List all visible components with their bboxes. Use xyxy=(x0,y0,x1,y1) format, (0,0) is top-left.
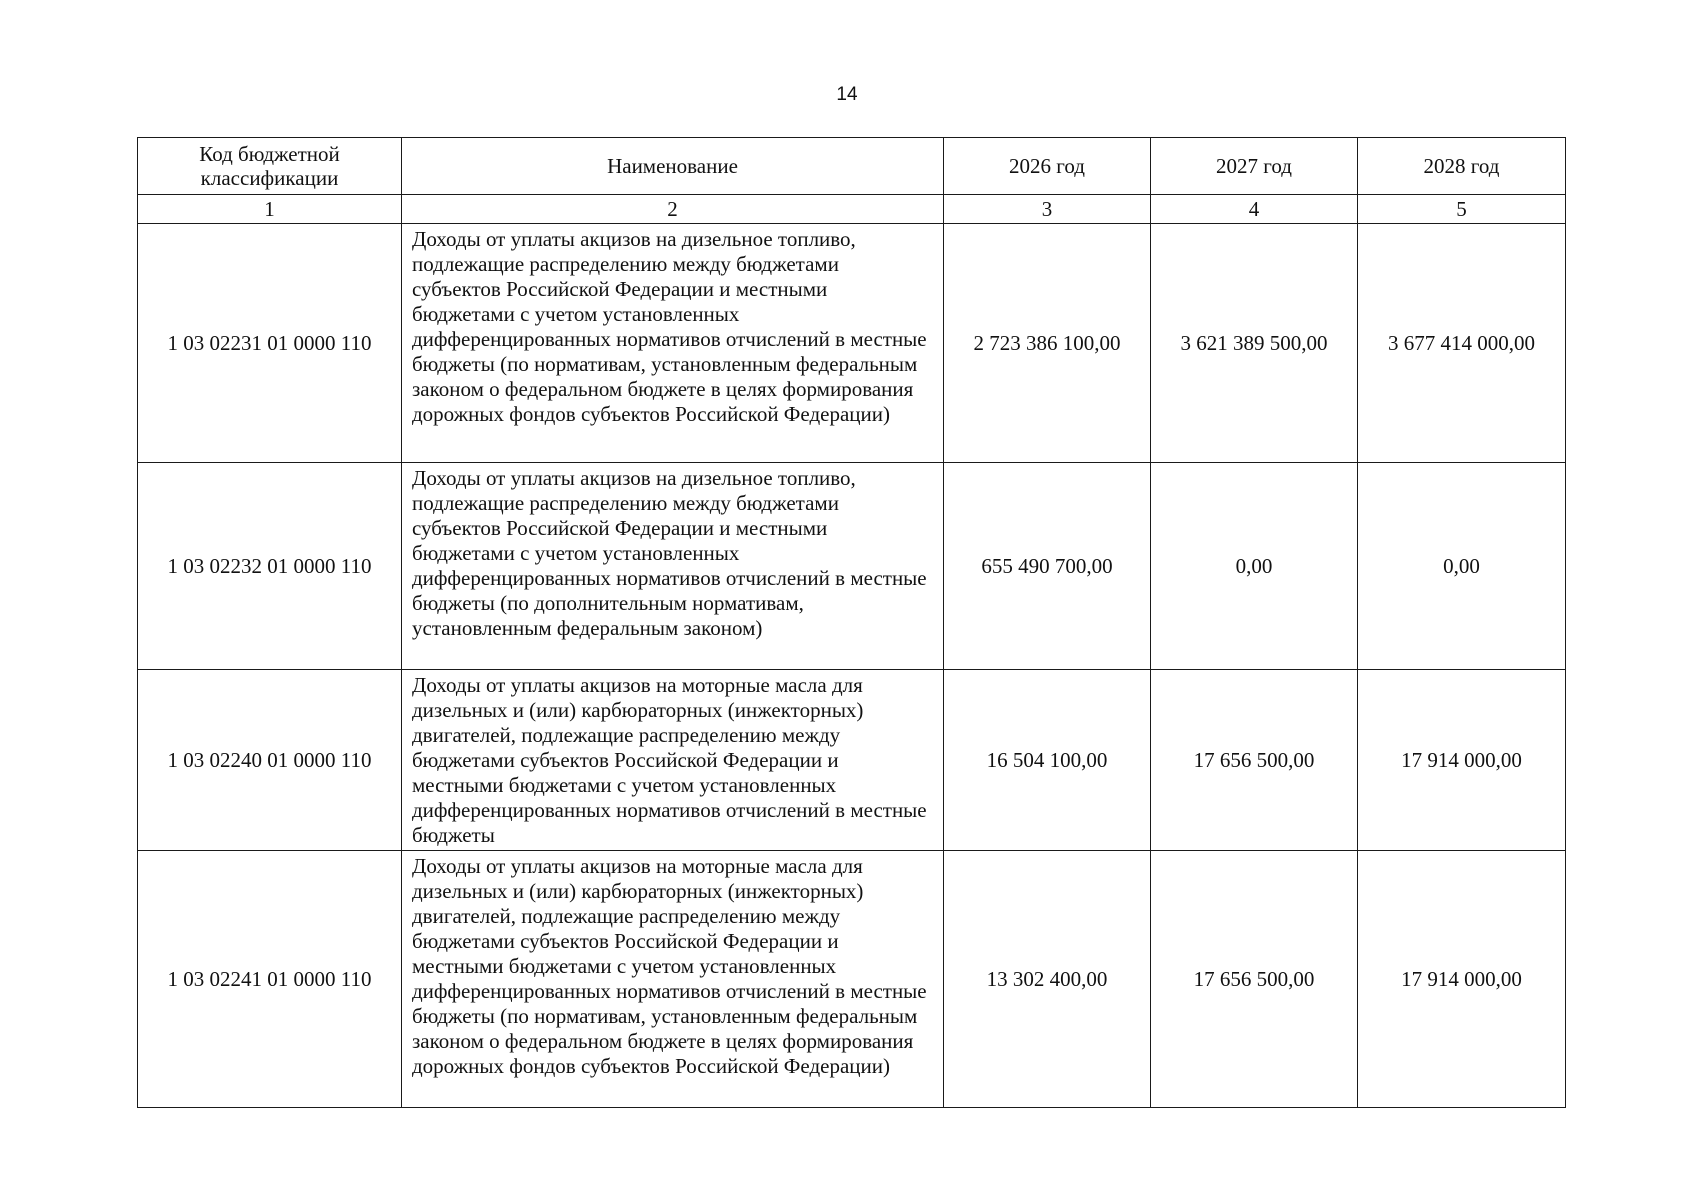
page-number: 14 xyxy=(836,84,858,105)
header-name: Наименование xyxy=(402,138,944,195)
amount-2027-cell: 0,00 xyxy=(1151,463,1358,670)
header-year-2028: 2028 год xyxy=(1358,138,1566,195)
description-cell: Доходы от уплаты акцизов на дизельное топливо, подлежащие распределению между бюджетами субъектов Российской Федерации и местными бюджетами с учетом установленных дифференцированных нормативов отчислений в местные бюджеты (по нормативам, установленным федеральным законом о федеральном бюджете в целях формирования дорожных фондов субъектов Российской Федерации) xyxy=(402,224,944,463)
amount-2026-cell: 13 302 400,00 xyxy=(944,851,1151,1108)
amount-2026-cell: 16 504 100,00 xyxy=(944,670,1151,851)
description-cell: Доходы от уплаты акцизов на моторные масла для дизельных и (или) карбюраторных (инжекторных) двигателей, подлежащие распределению между бюджетами субъектов Российской Федерации и местными бюджетами с учетом установленных дифференцированных нормативов отчислений в местные бюджеты (по нормативам, установленным федеральным законом о федеральном бюджете в целях формирования дорожных фондов субъектов Российской Федерации) xyxy=(402,851,944,1108)
column-number: 4 xyxy=(1151,195,1358,224)
table-row xyxy=(138,851,1566,1108)
table-row xyxy=(138,463,1566,670)
budget-code-cell: 1 03 02232 01 0000 110 xyxy=(138,463,402,670)
table-header-row xyxy=(138,138,1566,195)
table-row xyxy=(138,670,1566,851)
description-cell: Доходы от уплаты акцизов на дизельное топливо, подлежащие распределению между бюджетами субъектов Российской Федерации и местными бюджетами с учетом установленных дифференцированных нормативов отчислений в местные бюджеты (по дополнительным нормативам, установленным федеральным законом) xyxy=(402,463,944,670)
amount-2027-cell: 17 656 500,00 xyxy=(1151,851,1358,1108)
header-code: Код бюджетной классификации xyxy=(138,138,402,195)
column-number: 5 xyxy=(1358,195,1566,224)
budget-code-cell: 1 03 02240 01 0000 110 xyxy=(138,670,402,851)
header-year-2026: 2026 год xyxy=(944,138,1151,195)
table-row xyxy=(138,224,1566,463)
amount-2028-cell: 0,00 xyxy=(1358,463,1566,670)
budget-code-cell: 1 03 02241 01 0000 110 xyxy=(138,851,402,1108)
column-number: 2 xyxy=(402,195,944,224)
header-year-2027: 2027 год xyxy=(1151,138,1358,195)
amount-2027-cell: 17 656 500,00 xyxy=(1151,670,1358,851)
column-number: 1 xyxy=(138,195,402,224)
column-number-row xyxy=(138,195,1566,224)
column-number: 3 xyxy=(944,195,1151,224)
amount-2027-cell: 3 621 389 500,00 xyxy=(1151,224,1358,463)
description-cell: Доходы от уплаты акцизов на моторные масла для дизельных и (или) карбюраторных (инжекторных) двигателей, подлежащие распределению между бюджетами субъектов Российской Федерации и местными бюджетами с учетом установленных дифференцированных нормативов отчислений в местные бюджеты xyxy=(402,670,944,851)
amount-2028-cell: 17 914 000,00 xyxy=(1358,851,1566,1108)
budget-code-cell: 1 03 02231 01 0000 110 xyxy=(138,224,402,463)
amount-2026-cell: 2 723 386 100,00 xyxy=(944,224,1151,463)
amount-2028-cell: 3 677 414 000,00 xyxy=(1358,224,1566,463)
amount-2026-cell: 655 490 700,00 xyxy=(944,463,1151,670)
amount-2028-cell: 17 914 000,00 xyxy=(1358,670,1566,851)
budget-table xyxy=(137,137,1566,1108)
